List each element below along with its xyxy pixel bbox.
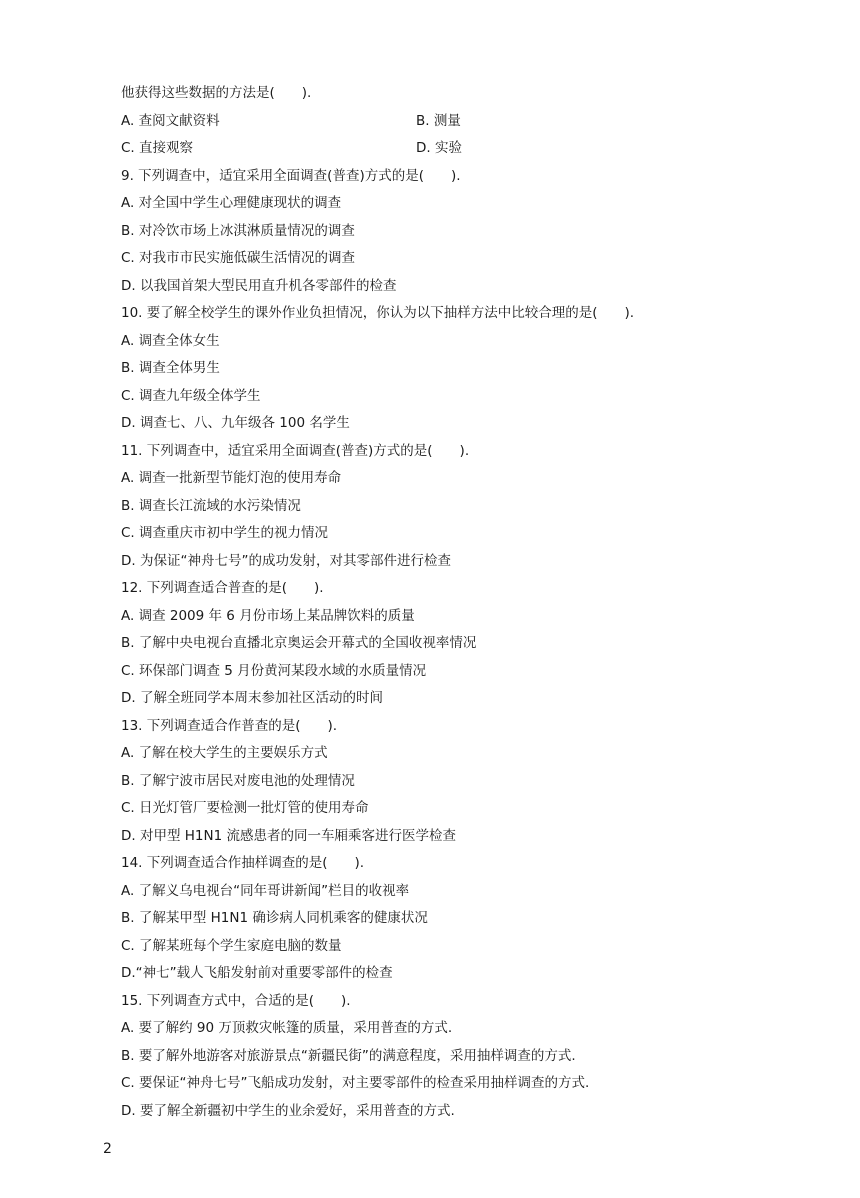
option-b: B. 测量 [416, 112, 461, 129]
option-d: D. 要了解全新疆初中学生的业余爱好，采用普查的方式. [121, 1102, 455, 1119]
question-stem: 13. 下列调查适合作普查的是( ). [121, 717, 338, 734]
option-b: B. 要了解外地游客对旅游景点“新疆民街”的满意程度，采用抽样调查的方式. [121, 1047, 576, 1064]
option-d: D. 为保证“神舟七号”的成功发射，对其零部件进行检查 [121, 552, 451, 569]
option-c: C. 调查重庆市初中学生的视力情况 [121, 525, 329, 541]
question-stem: 11. 下列调查中，适宜采用全面调查(普查)方式的是( ). [121, 442, 470, 459]
option-c: C. 环保部门调查 5 月份黄河某段水域的水质量情况 [121, 662, 427, 679]
option-c: C. 对我市市民实施低碳生活情况的调查 [121, 250, 356, 266]
option-d: D. 调查七、八、九年级各 100 名学生 [121, 415, 350, 431]
page-number: 2 [103, 1141, 112, 1157]
option-c: C. 了解某班每个学生家庭电脑的数量 [121, 937, 342, 954]
option-c: C. 日光灯管厂要检测一批灯管的使用寿命 [121, 800, 369, 816]
option-b: B. 调查全体男生 [121, 360, 220, 376]
question-13 [121, 713, 761, 851]
option-d: D. 了解全班同学本周末参加社区活动的时间 [121, 690, 383, 706]
document-content [121, 80, 761, 1125]
question-10 [121, 300, 761, 438]
option-b: B. 调查长江流域的水污染情况 [121, 497, 301, 514]
question-11 [121, 438, 761, 576]
option-b: B. 了解中央电视台直播北京奥运会开幕式的全国收视率情况 [121, 635, 477, 651]
option-a: A. 了解在校大学生的主要娱乐方式 [121, 745, 328, 761]
option-d: D. 实验 [416, 140, 462, 156]
question-14 [121, 850, 761, 988]
option-a: A. 了解义乌电视台“同年哥讲新闻”栏目的收视率 [121, 882, 410, 899]
question-15 [121, 988, 761, 1126]
question-stem: 14. 下列调查适合作抽样调查的是( ). [121, 855, 365, 871]
option-a: A. 调查一批新型节能灯泡的使用寿命 [121, 470, 342, 486]
option-b: B. 了解宁波市居民对废电池的处理情况 [121, 772, 355, 789]
question-9 [121, 163, 761, 301]
option-d: D. 以我国首架大型民用直升机各零部件的检查 [121, 277, 397, 294]
option-c: C. 直接观察 [121, 140, 194, 156]
intro-options-row-2 [121, 135, 761, 163]
question-stem: 12. 下列调查适合普查的是( ). [121, 580, 324, 596]
option-a: A. 查阅文献资料 [121, 112, 220, 129]
option-d: D.“神七”载人飞船发射前对重要零部件的检查 [121, 965, 393, 981]
question-stem: 15. 下列调查方式中，合适的是( ). [121, 992, 351, 1009]
option-a: A. 调查 2009 年 6 月份市场上某品牌饮料的质量 [121, 607, 415, 624]
option-b: B. 对冷饮市场上冰淇淋质量情况的调查 [121, 222, 355, 239]
intro-options-row-1 [121, 108, 761, 136]
question-stem: 9. 下列调查中，适宜采用全面调查(普查)方式的是( ). [121, 167, 461, 184]
option-c: C. 调查九年级全体学生 [121, 387, 261, 404]
option-a: A. 对全国中学生心理健康现状的调查 [121, 195, 342, 211]
question-stem: 10. 要了解全校学生的课外作业负担情况，你认为以下抽样方法中比较合理的是( ). [121, 305, 635, 321]
option-d: D. 对甲型 H1N1 流感患者的同一车厢乘客进行医学检查 [121, 827, 456, 844]
option-a: A. 要了解约 90 万顶救灾帐篷的质量，采用普查的方式. [121, 1020, 453, 1036]
option-c: C. 要保证“神舟七号”飞船成功发射，对主要零部件的检查采用抽样调查的方式. [121, 1075, 590, 1091]
question-12 [121, 575, 761, 713]
intro-question-text: 他获得这些数据的方法是( ). [121, 85, 312, 101]
option-b: B. 了解某甲型 H1N1 确诊病人同机乘客的健康状况 [121, 910, 428, 926]
option-a: A. 调查全体女生 [121, 332, 220, 349]
